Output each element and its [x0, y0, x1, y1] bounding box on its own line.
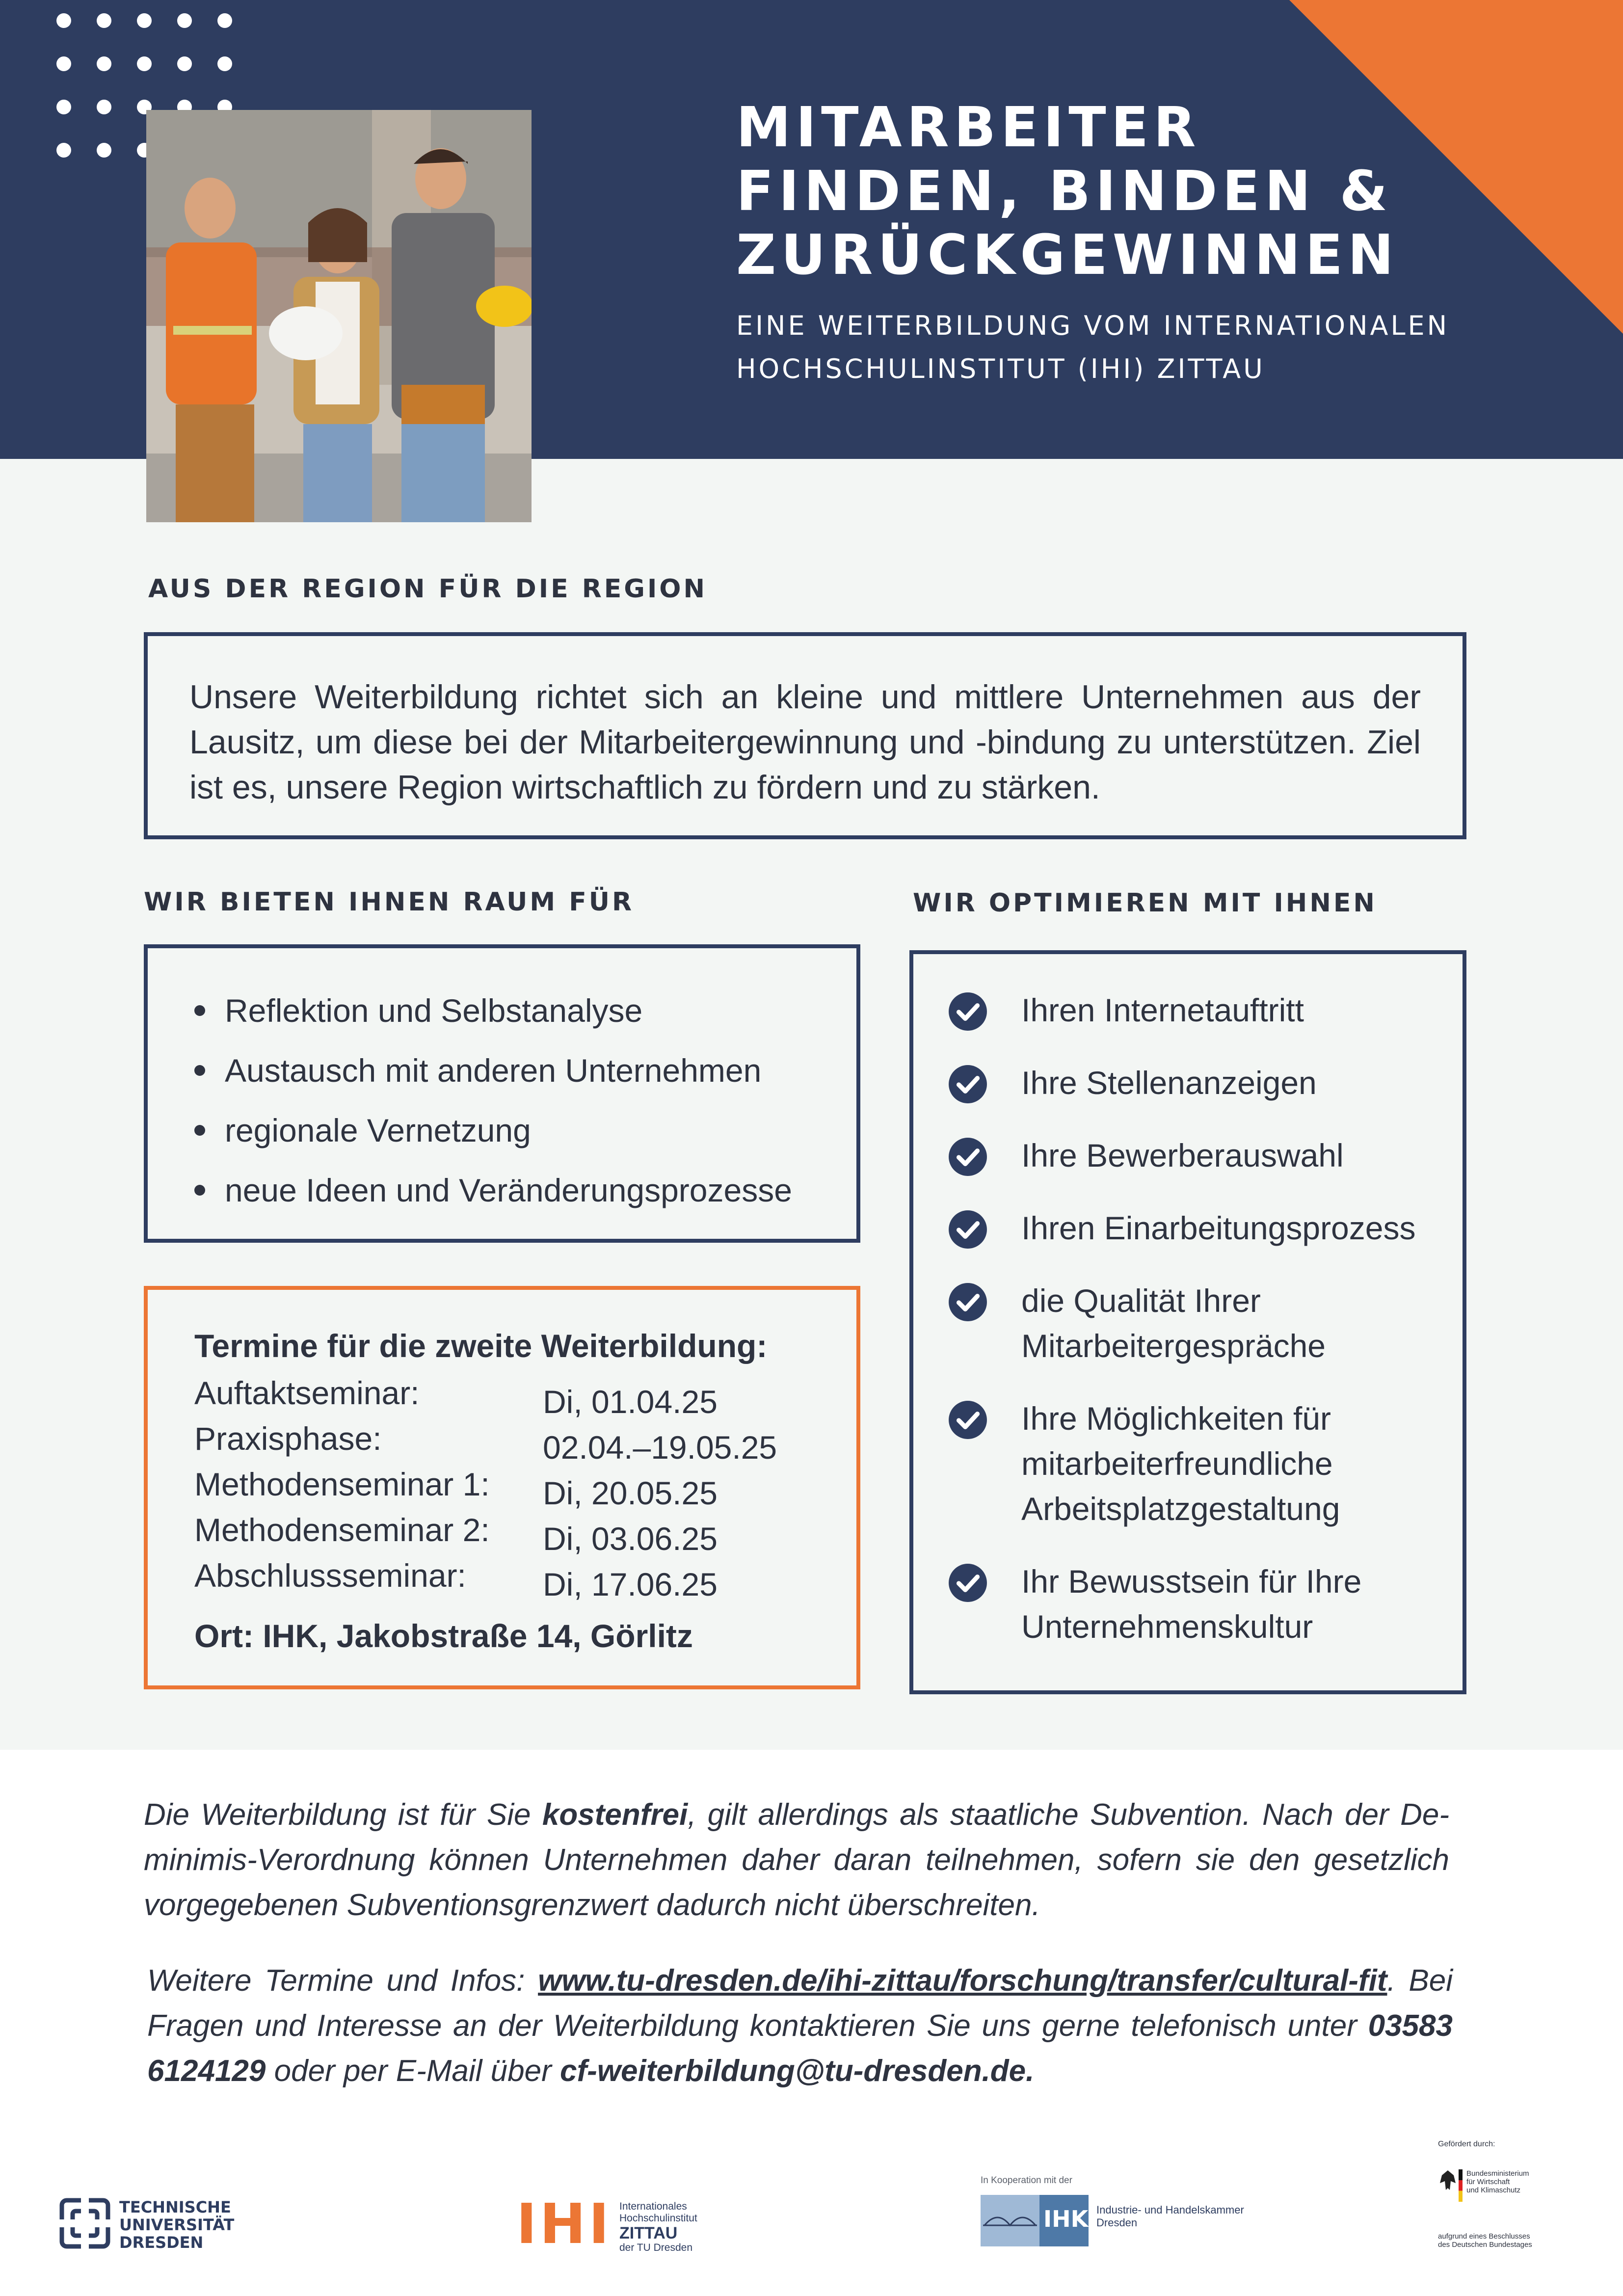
- bmwk-footer-line: des Deutschen Bundestages: [1438, 2241, 1532, 2249]
- date-row: [194, 1416, 856, 1466]
- ihi-text-line: Hochschulinstitut: [619, 2213, 697, 2224]
- optimize-list-item: [948, 988, 1463, 1033]
- tud-logo: [58, 2196, 264, 2255]
- decorative-dot: [217, 56, 232, 71]
- offer-heading: WIR BIETEN IHNEN RAUM FÜR: [144, 887, 635, 917]
- bmwk-text-line: für Wirtschaft: [1466, 2178, 1510, 2186]
- date-row: [194, 1370, 856, 1420]
- decorative-dot: [56, 100, 71, 114]
- ihk-logo: [981, 2175, 1255, 2254]
- contact-or-email: oder per E-Mail über: [266, 2054, 560, 2088]
- ihi-text-line: Internationales: [619, 2201, 687, 2212]
- optimize-item-label: [1021, 1559, 1361, 1649]
- check-circle-icon: [948, 1209, 988, 1250]
- optimize-list: [948, 988, 1463, 1649]
- tud-text-line: TECHNISCHE: [119, 2198, 231, 2216]
- tud-text-line: DRESDEN: [119, 2233, 204, 2252]
- ihi-text-line: der TU Dresden: [619, 2242, 693, 2253]
- bullet-icon: [194, 1065, 205, 1076]
- date-row: [194, 1553, 856, 1602]
- decorative-dot: [97, 100, 111, 114]
- ihi-logo: [516, 2192, 722, 2257]
- optimize-item-line: Ihre Möglichkeiten für: [1021, 1400, 1331, 1437]
- optimize-item-line: Ihre Stellenanzeigen: [1021, 1065, 1317, 1101]
- region-heading: AUS DER REGION FÜR DIE REGION: [148, 574, 708, 604]
- optimize-item-label: [1021, 1060, 1317, 1105]
- date-value: Di, 03.06.25: [543, 1521, 718, 1557]
- bmwk-text-line: und Klimaschutz: [1466, 2186, 1521, 2194]
- check-circle-icon: [948, 1137, 988, 1177]
- optimize-item-line: Mitarbeitergespräche: [1021, 1328, 1326, 1364]
- tud-emblem-icon: [58, 2196, 112, 2250]
- ihi-text-line: ZITTAU: [619, 2224, 678, 2243]
- ihk-text-line: Industrie- und Handelskammer: [1096, 2204, 1244, 2216]
- optimize-item-line: die Qualität Ihrer: [1021, 1282, 1261, 1319]
- optimize-item-line: mitarbeiterfreundliche: [1021, 1445, 1333, 1482]
- offer-item-label: regionale Vernetzung: [225, 1112, 531, 1148]
- optimize-list-item: [948, 1559, 1463, 1649]
- workers-photo: [146, 110, 532, 522]
- optimize-item-label: [1021, 1396, 1340, 1531]
- optimize-heading: WIR OPTIMIEREN MIT IHNEN: [913, 888, 1377, 918]
- decorative-dot: [217, 13, 232, 28]
- optimize-item-label: [1021, 1205, 1415, 1251]
- federal-eagle-icon: [1438, 2168, 1458, 2193]
- bmwk-text-line: Bundesministerium: [1466, 2169, 1529, 2178]
- ihk-caption: In Kooperation mit der: [981, 2175, 1072, 2186]
- optimize-box: [909, 950, 1466, 1694]
- subtitle-line: HOCHSCHULINSTITUT (IHI) ZITTAU: [736, 353, 1265, 384]
- decorative-dot: [56, 56, 71, 71]
- title-line: MITARBEITER: [736, 96, 1201, 160]
- date-value: Di, 01.04.25: [543, 1384, 718, 1420]
- dates-box: [144, 1286, 860, 1689]
- optimize-list-item: [948, 1205, 1463, 1251]
- bullet-icon: [194, 1005, 205, 1016]
- optimize-item-label: [1021, 988, 1304, 1033]
- decorative-dot: [137, 13, 152, 28]
- date-value: 02.04.–19.05.25: [543, 1429, 777, 1466]
- region-text: Unsere Weiterbildung richtet sich an kleine und mittlere Unternehmen aus der Lausitz, um diese bei der Mitarbeitergewinnung und -bindung zu unterstützen. Ziel ist es, unsere Region wirtschaftlich zu fördern und zu stärken.: [189, 678, 1421, 806]
- region-box: [144, 632, 1466, 839]
- event-location: Ort: IHK, Jakobstraße 14, Görlitz: [194, 1618, 693, 1654]
- optimize-item-label: [1021, 1278, 1326, 1368]
- dates-heading: Termine für die zweite Weiterbildung:: [194, 1328, 768, 1364]
- offer-list-item: [194, 981, 856, 1041]
- note-text-end: , gilt allerdings als staatliche Subvention. Nach der De-minimis-Verordnung können Unternehmen daher daran teilnehmen, sofern sie den gesetzlich vorgegebenen Subventionsgrenzwert dadurch nicht überschreiten.: [144, 1798, 1450, 1922]
- bullet-icon: [194, 1125, 205, 1136]
- ihk-text-line: Dresden: [1096, 2216, 1138, 2229]
- decorative-dot: [177, 13, 192, 28]
- note-text-start: Die Weiterbildung ist für Sie: [144, 1798, 542, 1832]
- offer-list-item: [194, 1100, 856, 1160]
- funding-note: [144, 1792, 1449, 1928]
- offer-item-label: neue Ideen und Veränderungsprozesse: [225, 1172, 792, 1208]
- page-title: [736, 96, 1472, 287]
- optimize-list-item: [948, 1278, 1463, 1368]
- ihk-emblem: [981, 2195, 1089, 2246]
- check-circle-icon: [948, 1563, 988, 1603]
- optimize-item-line: Ihren Internetauftritt: [1021, 992, 1304, 1028]
- decorative-dot: [97, 56, 111, 71]
- bullet-icon: [194, 1185, 205, 1196]
- optimize-list-item: [948, 1396, 1463, 1531]
- bmwk-logo: [1438, 2140, 1561, 2258]
- decorative-dot: [177, 56, 192, 71]
- tud-text-line: UNIVERSITÄT: [119, 2216, 235, 2234]
- offer-item-label: Austausch mit anderen Unternehmen: [225, 1052, 762, 1089]
- date-value: Di, 20.05.25: [543, 1475, 718, 1511]
- optimize-item-line: Ihr Bewusstsein für Ihre: [1021, 1563, 1362, 1600]
- decorative-dot: [56, 143, 71, 158]
- title-line: FINDEN, BINDEN &: [736, 160, 1393, 223]
- contact-paragraph: [147, 1958, 1453, 2094]
- optimize-item-line: Arbeitsplatzgestaltung: [1021, 1491, 1340, 1527]
- optimize-item-line: Ihren Einarbeitungsprozess: [1021, 1210, 1416, 1246]
- optimize-list-item: [948, 1060, 1463, 1105]
- offer-item-label: Reflektion und Selbstanalyse: [225, 992, 643, 1029]
- workers-photo-illustration: [146, 110, 532, 522]
- check-circle-icon: [948, 1282, 988, 1322]
- bmwk-caption: Gefördert durch:: [1438, 2140, 1495, 2148]
- page-subtitle: [736, 304, 1472, 391]
- optimize-item-line: Ihre Bewerberauswahl: [1021, 1137, 1344, 1174]
- date-label: Abschlussseminar:: [194, 1557, 466, 1594]
- info-link[interactable]: www.tu-dresden.de/ihi-zittau/forschung/transfer/cultural-fit: [538, 1964, 1387, 1998]
- phone-number: 03583 6124129: [147, 2009, 1453, 2088]
- decorative-dot: [97, 13, 111, 28]
- note-emphasis: kostenfrei: [542, 1798, 688, 1832]
- date-label: Praxisphase:: [194, 1420, 382, 1457]
- date-label: Auftaktseminar:: [194, 1375, 420, 1411]
- date-row: [194, 1507, 856, 1557]
- optimize-item-line: Unternehmenskultur: [1021, 1608, 1313, 1645]
- optimize-list-item: [948, 1133, 1463, 1178]
- check-circle-icon: [948, 1400, 988, 1440]
- offer-list-item: [194, 1041, 856, 1100]
- decorative-dot: [97, 143, 111, 158]
- flag-stripe: [1459, 2169, 1463, 2202]
- decorative-dot: [56, 13, 71, 28]
- ihi-mark: IHI: [516, 2192, 612, 2256]
- bridge-icon: [981, 2195, 1039, 2246]
- contact-prefix: Weitere Termine und Infos:: [147, 1964, 538, 1998]
- subtitle-line: EINE WEITERBILDUNG VOM INTERNATIONALEN: [736, 310, 1450, 341]
- offer-box: [144, 944, 860, 1243]
- offer-list-item: [194, 1160, 856, 1220]
- check-circle-icon: [948, 1064, 988, 1104]
- bmwk-footer-line: aufgrund eines Beschlusses: [1438, 2232, 1530, 2241]
- title-line: ZURÜCKGEWINNEN: [736, 223, 1399, 287]
- decorative-dot: [137, 56, 152, 71]
- contact-middle: . Bei Fragen und Interesse an der Weiterbildung kontaktieren Sie uns gerne telefonisch unter: [147, 1964, 1453, 2043]
- check-circle-icon: [948, 991, 988, 1032]
- date-label: Methodenseminar 1:: [194, 1466, 490, 1502]
- date-value: Di, 17.06.25: [543, 1566, 718, 1602]
- email-address[interactable]: cf-weiterbildung@tu-dresden.de.: [559, 2054, 1035, 2088]
- ihk-mark: IHK: [1043, 2206, 1089, 2232]
- date-label: Methodenseminar 2:: [194, 1512, 490, 1548]
- optimize-item-label: [1021, 1133, 1344, 1178]
